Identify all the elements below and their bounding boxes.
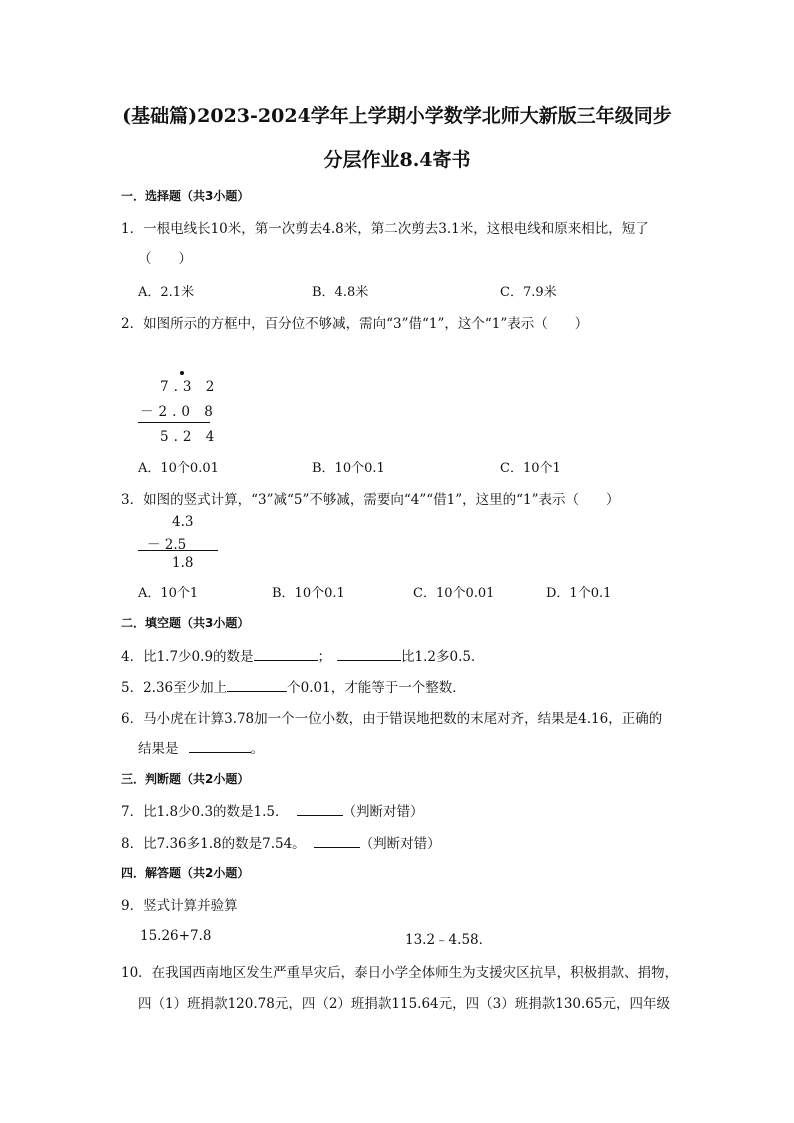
question-1-option-b[interactable]: B．4.8米 bbox=[312, 285, 369, 300]
question-3-text: 3．如图的竖式计算，“3”减“5”不够减，需要向“4”“借1”，这里的“1”表示（ ） bbox=[121, 492, 620, 508]
question-3-calc-minus: － 2.5 bbox=[147, 537, 187, 553]
question-4-text-a: 4．比1.7少0.9的数是 bbox=[121, 649, 254, 665]
question-7-blank[interactable] bbox=[297, 803, 343, 816]
question-5-line bbox=[121, 676, 466, 696]
section-heading-fill-blank: 二．填空题（共3小题） bbox=[121, 616, 250, 630]
question-4-text-b: ； bbox=[317, 649, 332, 665]
question-8-text-a: 8．比7.36多1.8的数是7.54。 bbox=[121, 836, 306, 852]
section-heading-choice: 一．选择题（共3小题） bbox=[121, 189, 250, 203]
question-8-line bbox=[121, 832, 441, 852]
question-4-blank-2[interactable] bbox=[337, 648, 401, 661]
question-8-blank[interactable] bbox=[314, 835, 360, 848]
question-6-line-1: 6．马小虎在计算3.78加一个一位小数，由于错误地把数的末尾对齐，结果是4.16，正确的 bbox=[121, 711, 663, 727]
question-2-calc-minus: －2.0 8 bbox=[140, 404, 218, 420]
question-3-calc-result: 1.8 bbox=[172, 555, 194, 571]
question-9-text: 9．竖式计算并验算 bbox=[121, 898, 238, 914]
question-3-option-d[interactable]: D．1个0.1 bbox=[546, 586, 612, 601]
section-heading-true-false: 三．判断题（共2小题） bbox=[121, 772, 250, 786]
question-9-expression-1: 15.26+7.8 bbox=[140, 928, 212, 944]
question-6-line-2 bbox=[138, 737, 264, 757]
question-2-option-c[interactable]: C．10个1 bbox=[500, 461, 561, 476]
question-2-option-a[interactable]: A．10个0.01 bbox=[138, 461, 219, 476]
question-9-expression-2: 13.2﹣4.58． bbox=[405, 932, 493, 948]
question-4-text-c: 比1.2多0.5． bbox=[401, 649, 485, 665]
question-1-option-a[interactable]: A．2.1米 bbox=[138, 285, 195, 300]
question-6-text-a: 结果是 bbox=[138, 741, 179, 757]
question-3-option-a[interactable]: A．10个1 bbox=[138, 586, 199, 601]
question-2-text: 2．如图所示的方框中，百分位不够减，需向“3”借“1”，这个“1”表示（ ） bbox=[121, 316, 589, 332]
question-10-line-1: 10．在我国西南地区发生严重旱灾后，泰日小学全体师生为支援灾区抗旱，积极捐款、捐物， bbox=[121, 965, 679, 981]
question-3-calc-top: 4.3 bbox=[172, 514, 194, 530]
question-4-blank-1[interactable] bbox=[254, 648, 318, 661]
question-2-option-b[interactable]: B．10个0.1 bbox=[312, 461, 385, 476]
question-2-calc-top: 7.3 2 bbox=[160, 379, 220, 395]
question-5-text-b: 个0.01，才能等于一个整数． bbox=[287, 680, 466, 696]
question-6-text-b: 。 bbox=[250, 741, 264, 757]
borrow-dot-marker bbox=[180, 371, 184, 375]
question-7-line bbox=[121, 800, 424, 820]
question-7-text-b: （判断对错） bbox=[342, 804, 424, 820]
question-2-calc-rule bbox=[138, 422, 210, 423]
question-3-option-c[interactable]: C．10个0.01 bbox=[413, 586, 495, 601]
question-2-calc-result: 5.2 4 bbox=[160, 429, 220, 445]
question-3-calc-rule bbox=[138, 550, 218, 551]
question-10-line-2: 四（1）班捐款120.78元，四（2）班捐款115.64元，四（3）班捐款130.65元，四年级 bbox=[138, 996, 670, 1012]
section-heading-solve: 四．解答题（共2小题） bbox=[121, 866, 250, 880]
question-7-text-a: 7．比1.8少0.3的数是1.5． bbox=[121, 804, 289, 820]
question-3-option-b[interactable]: B．10个0.1 bbox=[272, 586, 345, 601]
question-5-text-a: 5．2.36至少加上 bbox=[121, 680, 228, 696]
document-title-line2: 分层作业8.4寄书 bbox=[323, 149, 471, 171]
question-8-text-b: （判断对错） bbox=[359, 836, 441, 852]
question-1-option-c[interactable]: C．7.9米 bbox=[500, 285, 557, 300]
document-title-line1: (基础篇)2023-2024学年上学期小学数学北师大新版三年级同步 bbox=[122, 105, 672, 127]
question-6-blank[interactable] bbox=[189, 740, 251, 753]
question-1-answer-paren: （ ） bbox=[138, 251, 192, 267]
question-5-blank[interactable] bbox=[227, 679, 287, 692]
question-1-text: 1．一根电线长10米，第一次剪去4.8米，第二次剪去3.1米，这根电线和原来相比，短了 bbox=[121, 221, 649, 237]
question-4-line bbox=[121, 645, 484, 665]
